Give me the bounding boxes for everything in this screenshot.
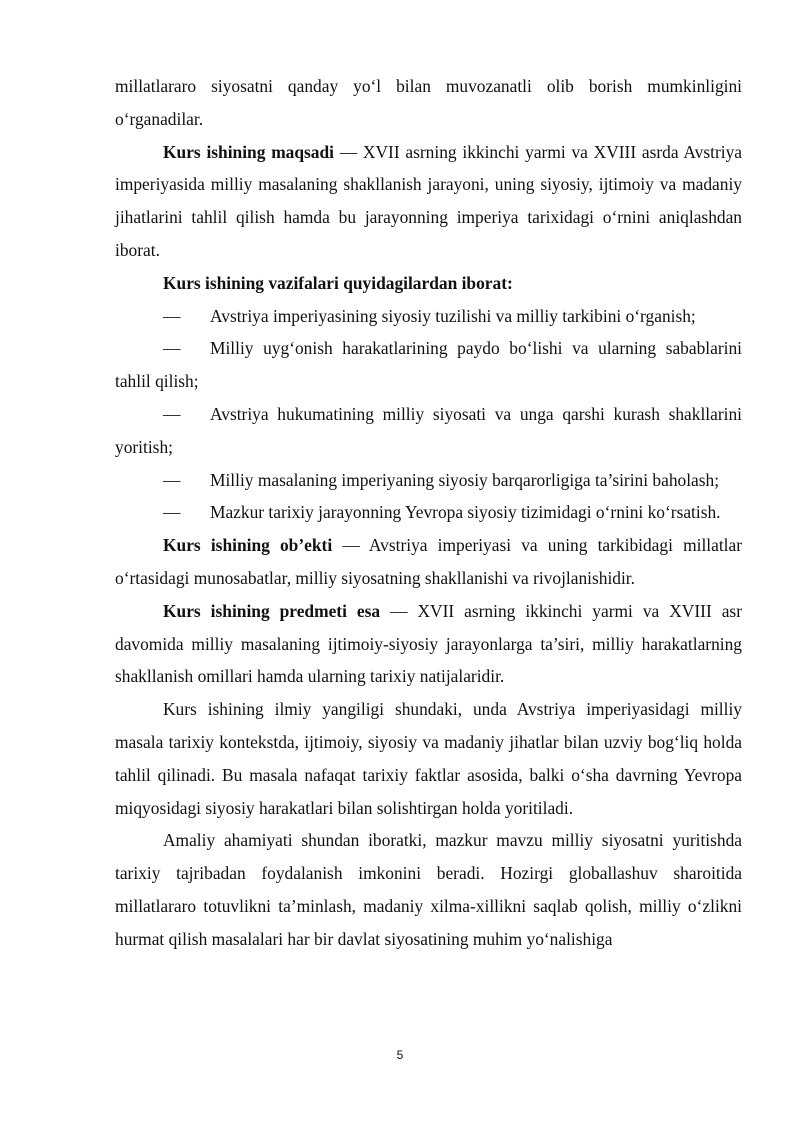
paragraph-subject: [115, 595, 742, 693]
paragraph-novelty: Kurs ishining ilmiy yangiligi shundaki, unda Avstriya imperiyasidagi milliy masala tarixiy kontekstda, ijtimoiy, siyosiy va madaniy jihatlar bilan uzviy bog‘liq holda tahlil qilinadi. Bu masala nafaqat tarixiy faktlar asosida, balki o‘sha davrning Yevropa miqyosidagi siyosiy harakatlari bilan solishtirgan holda yoritiladi.: [115, 699, 742, 818]
paragraph-practical-significance: Amaliy ahamiyati shundan iboratki, mazkur mavzu milliy siyosatni yuritishda tarixiy tajribadan foydalanish imkonini beradi. Hozirgi globallashuv sharoitida millatlararo totuvlikni ta’minlash, madaniy xilma-xillikni saqlab qolish, milliy o‘zlikni hurmat qilish masalalari har bir davlat siyosatining muhim yo‘nalishiga: [115, 830, 742, 949]
subject-text: — XVII asrning ikkinchi yarmi va XVIII asr davomida milliy masalaning ijtimoiy-siyosiy jarayonlarga ta’siri, milliy harakatlarning shakllanish omillari hamda ularning tarixiy natijalaridir.: [115, 600, 742, 687]
goal-text: — XVII asrning ikkinchi yarmi va XVIII asrda Avstriya imperiyasida milliy masalaning shakllanish jarayoni, uning siyosiy, ijtimoiy va madaniy jihatlarini tahlil qilish hamda bu jarayonning imperiya tarixidagi o‘rnini aniqlashdan iborat.: [115, 141, 742, 260]
page-number: 5: [396, 1048, 404, 1062]
dash-bullet: —: [163, 469, 181, 490]
dash-bullet: —: [163, 502, 181, 523]
paragraph-intro-continuation: millatlararo siyosatni qanday yo‘l bilan muvozanatli olib borish mumkinligini o‘rganadilar.: [115, 76, 742, 129]
object-text: — Avstriya imperiyasi va uning tarkibidagi millatlar o‘rtasidagi munosabatlar, milliy siyosatning shakllanishi va rivojlanishidir.: [115, 535, 742, 588]
task-item: — Mazkur tarixiy jarayonning Yevropa siyosiy tizimidagi o‘rnini ko‘rsatish.: [115, 496, 742, 529]
task-item: — Avstriya hukumatining milliy siyosati va unga qarshi kurash shakllarini yoritish;: [115, 398, 742, 464]
dash-bullet: —: [163, 403, 181, 424]
task-item: — Avstriya imperiyasining siyosiy tuzilishi va milliy tarkibini o‘rganish;: [115, 300, 742, 333]
paragraph-goal: [115, 136, 742, 267]
task-item: — Milliy uyg‘onish harakatlarining paydo bo‘lishi va ularning sabablarini tahlil qilish;: [115, 332, 742, 398]
dash-bullet: —: [163, 305, 181, 326]
goal-heading: Kurs ishining maqsadi: [163, 141, 335, 162]
task-item: — Milliy masalaning imperiyaning siyosiy barqarorligiga ta’sirini baholash;: [115, 464, 742, 497]
dash-bullet: —: [163, 338, 181, 359]
subject-heading: Kurs ishining predmeti esa: [163, 600, 381, 621]
object-heading: Kurs ishining ob’ekti: [163, 535, 333, 556]
tasks-heading: Kurs ishining vazifalari quyidagilardan iborat:: [163, 272, 513, 293]
paragraph-object: [115, 529, 742, 595]
document-page: [115, 70, 742, 956]
